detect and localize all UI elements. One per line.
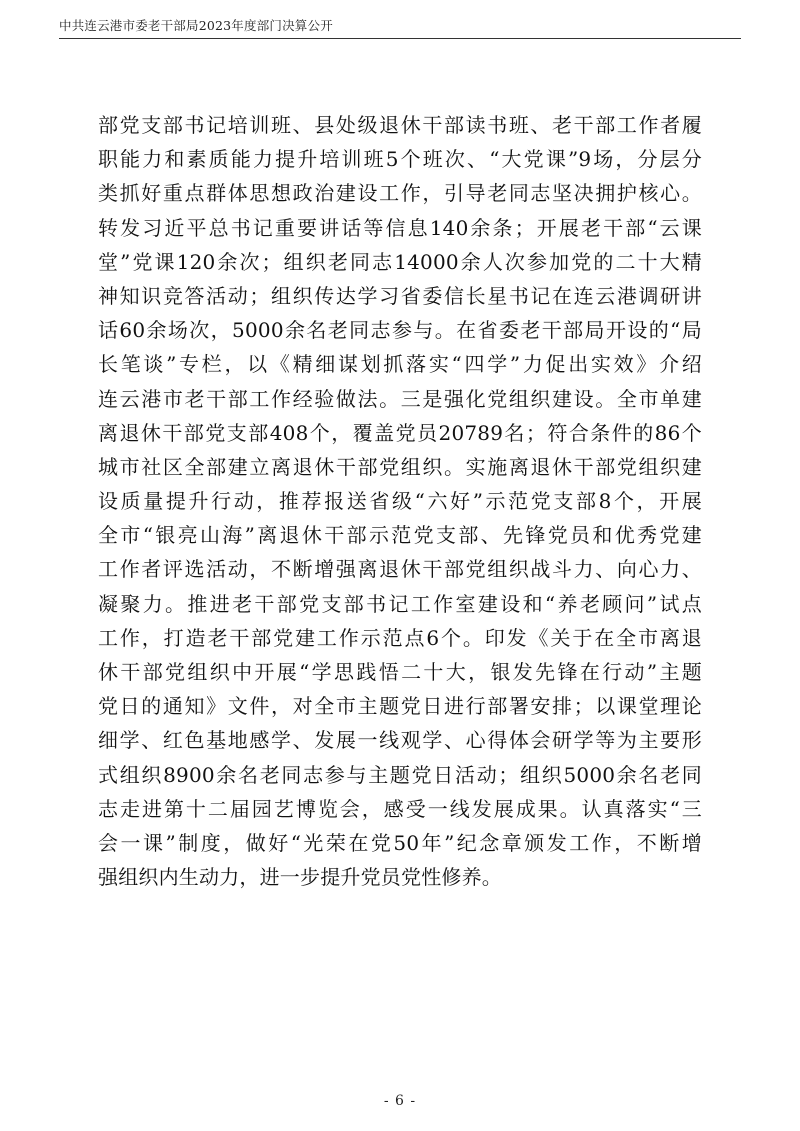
- text-line: 休干部党组织中开展“学思践悟二十大，银发先锋在行动”主题: [98, 660, 702, 684]
- text-line: 连云港市老干部工作经验做法。三是强化党组织建设。全市单建: [98, 386, 702, 411]
- text-line: 离退休干部党支部408个，覆盖党员20789名；符合条件的86个: [98, 420, 702, 445]
- text-line: 细学、红色基地感学、发展一线观学、心得体会研学等为主要形: [98, 728, 702, 753]
- text-line: 设质量提升行动，推荐报送省级“六好”示范党支部8个，开展: [98, 489, 702, 514]
- text-line: 长笔谈”专栏，以《精细谋划抓落实“四学”力促出实效》介绍: [98, 352, 702, 377]
- text-line: 转发习近平总书记重要讲话等信息140余条；开展老干部“云课: [98, 215, 702, 240]
- text-line: 全市“银亮山海”离退休干部示范党支部、先锋党员和优秀党建: [98, 523, 702, 548]
- text-line: 强组织内生动力，进一步提升党员党性修养。: [98, 865, 502, 890]
- text-line: 工作者评选活动，不断增强离退休干部党组织战斗力、向心力、: [98, 557, 702, 582]
- header-title: 中共连云港市委老干部局2023年度部门决算公开: [59, 18, 333, 33]
- text-line: 式组织8900余名老同志参与主题党日活动；组织5000余名老同: [98, 762, 702, 787]
- text-line: 工作，打造老干部党建工作示范点6个。印发《关于在全市离退: [98, 625, 702, 650]
- page-number: - 6 -: [383, 1093, 417, 1109]
- text-line: 城市社区全部建立离退休干部党组织。实施离退休干部党组织建: [98, 454, 702, 479]
- text-line: 话60余场次，5000余名老同志参与。在省委老干部局开设的“局: [98, 318, 702, 343]
- page-header: [59, 16, 741, 39]
- text-line: 志走进第十二届园艺博览会，感受一线发展成果。认真落实“三: [98, 796, 702, 821]
- text-line: 部党支部书记培训班、县处级退休干部读书班、老干部工作者履: [98, 113, 702, 137]
- text-line: 职能力和素质能力提升培训班5个班次、“大党课”9场，分层分: [98, 147, 702, 172]
- text-line: 神知识竞答活动；组织传达学习省委信长星书记在连云港调研讲: [98, 283, 702, 308]
- text-line: 会一课”制度，做好“光荣在党50年”纪念章颁发工作，不断增: [98, 830, 702, 855]
- body-text: [98, 108, 702, 894]
- text-line: 堂”党课120余次；组织老同志14000余人次参加党的二十大精: [98, 249, 702, 274]
- text-line: 类抓好重点群体思想政治建设工作，引导老同志坚决拥护核心。: [98, 181, 702, 206]
- text-line: 党日的通知》文件，对全市主题党日进行部署安排；以课堂理论: [98, 694, 702, 719]
- page-footer: [0, 1090, 800, 1109]
- text-line: 凝聚力。推进老干部党支部书记工作室建设和“养老顾问”试点: [98, 591, 702, 616]
